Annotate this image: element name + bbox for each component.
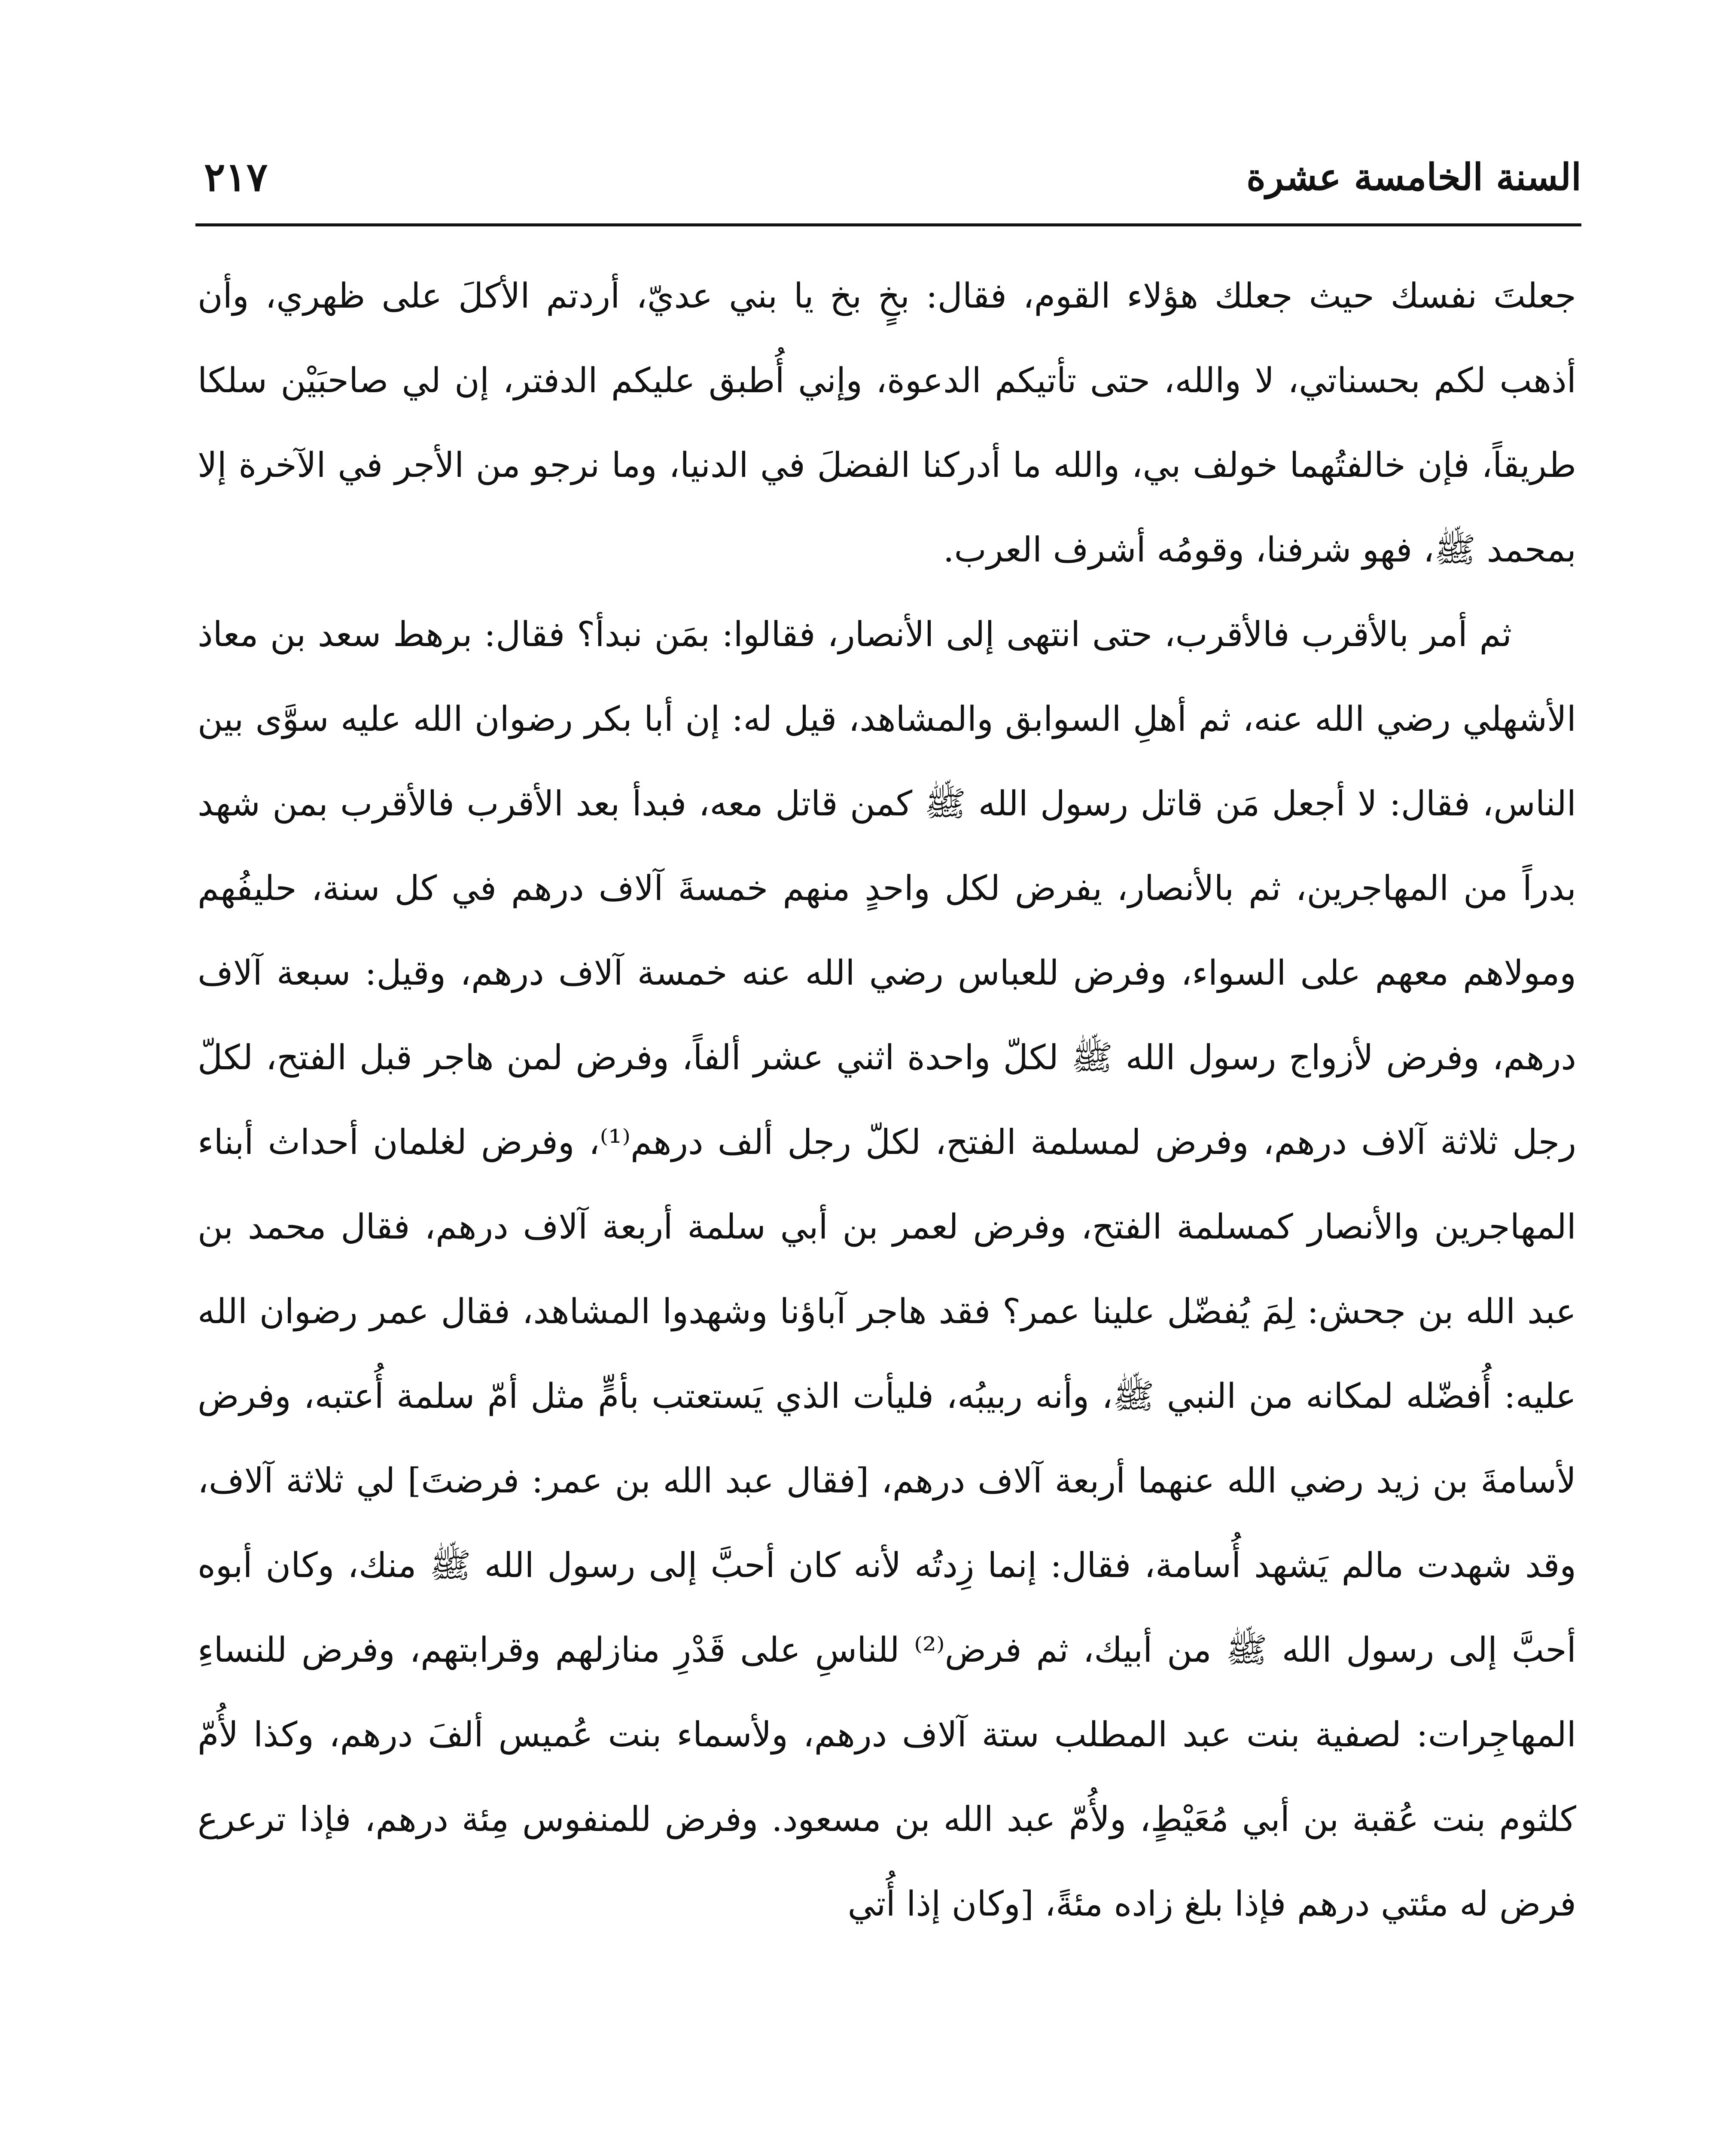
main-text: [198, 253, 1576, 1946]
running-title: السنة الخامسة عشرة: [1246, 156, 1581, 199]
page-number: ٢١٧: [204, 154, 268, 200]
paragraph: ثم أمر بالأقرب فالأقرب، حتى انتهى إلى الأنصار، فقالوا: بمَن نبدأ؟ فقال: برهط سعد بن معاذ الأشهلي رضي الله عنه، ثم أهلِ السوابق والمشاهد، قيل له: إن أبا بكر رضوان الله عليه سوَّى بين الناس، فقال: لا أجعل مَن قاتل رسول الله ﷺ كمن قاتل معه، فبدأ بعد الأقرب فالأقرب بمن شهد بدراً من المهاجرين، ثم بالأنصار، يفرض لكل واحدٍ منهم خمسةَ آلاف درهم في كل سنة، حليفُهم ومولاهم معهم على السواء، وفرض للعباس رضي الله عنه خمسة آلاف درهم، وقيل: سبعة آلاف درهم، وفرض لأزواج رسول الله ﷺ لكلّ واحدة اثني عشر ألفاً، وفرض لمن هاجر قبل الفتح، لكلّ رجل ثلاثة آلاف درهم، وفرض لمسلمة الفتح، لكلّ رجل ألف درهم⁽¹⁾، وفرض لغلمان أحداث أبناء المهاجرين والأنصار كمسلمة الفتح، وفرض لعمر بن أبي سلمة أربعة آلاف درهم، فقال محمد بن عبد الله بن جحش: لِمَ يُفضّل علينا عمر؟ فقد هاجر آباؤنا وشهدوا المشاهد، فقال عمر رضوان الله عليه: أُفضّله لمكانه من النبي ﷺ، وأنه ربيبُه، فليأت الذي يَستعتب بأمٍّ مثل أمّ سلمة أُعتبه، وفرض لأسامةَ بن زيد رضي الله عنهما أربعة آلاف درهم، [فقال عبد الله بن عمر: فرضتَ] لي ثلاثة آلاف، وقد شهدت مالم يَشهد أُسامة، فقال: إنما زِدتُه لأنه كان أحبَّ إلى رسول الله ﷺ منك، وكان أبوه أحبَّ إلى رسول الله ﷺ من أبيك، ثم فرض⁽²⁾ للناسِ على قَدْرِ منازلهم وقرابتهم، وفرض للنساءِ المهاجِرات: لصفية بنت عبد المطلب ستة آلاف درهم، ولأسماء بنت عُميس ألفَ درهم، وكذا لأُمّ كلثوم بنت عُقبة بن أبي مُعَيْطٍ، ولأُمّ عبد الله بن مسعود. وفرض للمنفوس مِئة درهم، فإذا ترعرع فرض له مئتي درهم فإذا بلغ زاده مئةً، [وكان إذا أُتي: [198, 614, 1577, 1924]
page-header: [195, 142, 1581, 211]
header-rule: [195, 223, 1581, 226]
paragraph: جعلتَ نفسك حيث جعلك هؤلاء القوم، فقال: بخٍ بخ يا بني عديّ، أردتم الأكلَ على ظهري، وأن أذهب لكم بحسناتي، لا والله، حتى تأتيكم الدعوة، وإني أُطبق عليكم الدفتر، إن لي صاحبَيْن سلكا طريقاً، فإن خالفتُهما خولف بي، والله ما أدركنا الفضلَ في الدنيا، وما نرجو من الأجر في الآخرة إلا بمحمد ﷺ، فهو شرفنا، وقومُه أشرف العرب.: [198, 276, 1576, 570]
